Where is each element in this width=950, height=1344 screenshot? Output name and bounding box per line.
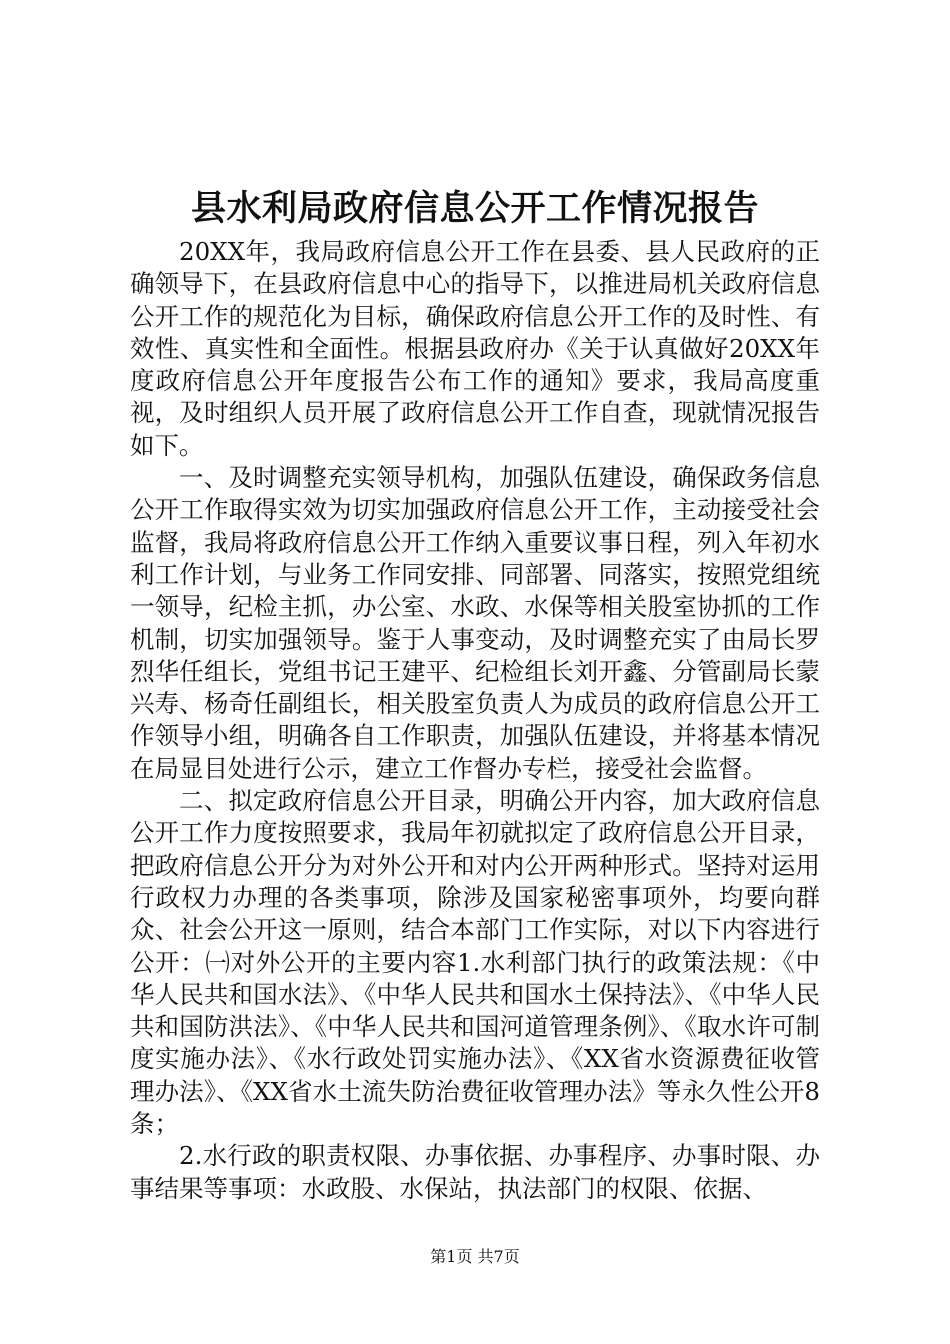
paragraph-intro: 20XX年，我局政府信息公开工作在县委、县人民政府的正确领导下，在县政府信息中心的指导下，以推进局机关政府信息公开工作的规范化为目标，确保政府信息公开工作的及时性、有效性、真实性和全面性。根据县政府办《关于认真做好20XX年度政府信息公开年度报告公布工作的通知》要求，我局高度重视，及时组织人员开展了政府信息公开工作自查，现就情况报告如下。: [130, 237, 820, 460]
paragraph-section-1: 一、及时调整充实领导机构，加强队伍建设，确保政务信息公开工作取得实效为切实加强政府信息公开工作，主动接受社会监督，我局将政府信息公开工作纳入重要议事日程，列入年初水利工作计划，与业务工作同安排、同部署、同落实，按照党组统一领导，纪检主抓，办公室、水政、水保等相关股室协抓的工作机制，切实加强领导。鉴于人事变动，及时调整充实了由局长罗烈华任组长，党组书记王建平、纪检组长刘开鑫、分管副局长蒙兴寿、杨奇任副组长，相关股室负责人为成员的政府信息公开工作领导小组，明确各自工作职责，加强队伍建设，并将基本情况在局显目处进行公示，建立工作督办专栏，接受社会监督。: [130, 463, 820, 783]
paragraph-item-2: 2.水行政的职责权限、办事依据、办事程序、办事时限、办事结果等事项：水政股、水保站，执法部门的权限、依据、: [130, 1141, 820, 1203]
document-title: 县水利局政府信息公开工作情况报告: [190, 189, 759, 229]
document-body: [130, 236, 820, 1205]
paragraph-section-2: 二、拟定政府信息公开目录，明确公开内容，加大政府信息公开工作力度按照要求，我局年初就拟定了政府信息公开目录，把政府信息公开分为对外公开和对内公开两种形式。坚持对运用行政权力办理的各类事项，除涉及国家秘密事项外，均要向群众、社会公开这一原则，结合本部门工作实际，对以下内容进行公开：㈠对外公开的主要内容1.水利部门执行的政策法规：《中华人民共和国水法》、《中华人民共和国水土保持法》、《中华人民共和国防洪法》、《中华人民共和国河道管理条例》、《取水许可制度实施办法》、《水行政处罚实施办法》、《XX省水资源费征收管理办法》、《XX省水土流失防治费征收管理办法》等永久性公开8条；: [130, 786, 820, 1139]
page-number: 第1页 共7页: [430, 1247, 520, 1266]
